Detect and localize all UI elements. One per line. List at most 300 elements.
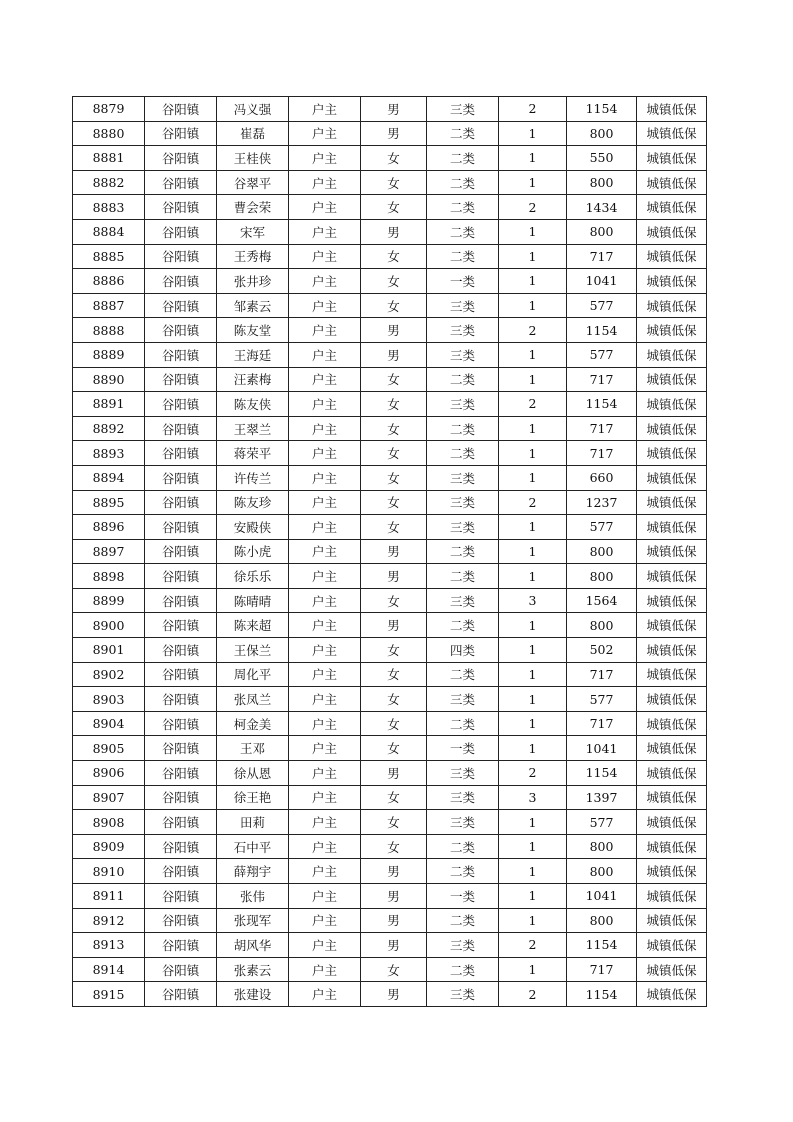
table-row <box>73 416 707 441</box>
relation-cell: 户主 <box>289 121 361 146</box>
amount-cell: 577 <box>567 515 637 540</box>
town-cell: 谷阳镇 <box>145 810 217 835</box>
relation-cell: 户主 <box>289 884 361 909</box>
assistance-type-cell: 城镇低保 <box>637 219 707 244</box>
assistance-type-cell: 城镇低保 <box>637 367 707 392</box>
category-cell: 三类 <box>427 97 499 122</box>
amount-cell: 577 <box>567 687 637 712</box>
household-size-cell: 1 <box>499 244 567 269</box>
relation-cell: 户主 <box>289 342 361 367</box>
table-row <box>73 269 707 294</box>
assistance-type-cell: 城镇低保 <box>637 711 707 736</box>
roster-body <box>73 97 707 1007</box>
table-row <box>73 170 707 195</box>
serial-number-cell: 8911 <box>73 884 145 909</box>
assistance-type-cell: 城镇低保 <box>637 269 707 294</box>
amount-cell: 717 <box>567 367 637 392</box>
amount-cell: 550 <box>567 146 637 171</box>
serial-number-cell: 8895 <box>73 490 145 515</box>
category-cell: 二类 <box>427 662 499 687</box>
serial-number-cell: 8900 <box>73 613 145 638</box>
town-cell: 谷阳镇 <box>145 613 217 638</box>
gender-cell: 女 <box>361 416 427 441</box>
town-cell: 谷阳镇 <box>145 834 217 859</box>
table-row <box>73 367 707 392</box>
name-cell: 张井珍 <box>217 269 289 294</box>
household-size-cell: 2 <box>499 195 567 220</box>
household-size-cell: 2 <box>499 761 567 786</box>
household-size-cell: 1 <box>499 687 567 712</box>
category-cell: 二类 <box>427 416 499 441</box>
serial-number-cell: 8882 <box>73 170 145 195</box>
assistance-type-cell: 城镇低保 <box>637 736 707 761</box>
town-cell: 谷阳镇 <box>145 982 217 1007</box>
assistance-type-cell: 城镇低保 <box>637 195 707 220</box>
name-cell: 曹会荣 <box>217 195 289 220</box>
town-cell: 谷阳镇 <box>145 244 217 269</box>
gender-cell: 女 <box>361 392 427 417</box>
name-cell: 王保兰 <box>217 638 289 663</box>
assistance-type-cell: 城镇低保 <box>637 687 707 712</box>
assistance-type-cell: 城镇低保 <box>637 121 707 146</box>
town-cell: 谷阳镇 <box>145 957 217 982</box>
category-cell: 二类 <box>427 564 499 589</box>
category-cell: 二类 <box>427 957 499 982</box>
amount-cell: 717 <box>567 416 637 441</box>
name-cell: 陈小虎 <box>217 539 289 564</box>
amount-cell: 577 <box>567 293 637 318</box>
relation-cell: 户主 <box>289 392 361 417</box>
name-cell: 徐王艳 <box>217 785 289 810</box>
town-cell: 谷阳镇 <box>145 687 217 712</box>
gender-cell: 男 <box>361 539 427 564</box>
serial-number-cell: 8908 <box>73 810 145 835</box>
amount-cell: 1154 <box>567 318 637 343</box>
amount-cell: 717 <box>567 441 637 466</box>
relation-cell: 户主 <box>289 785 361 810</box>
serial-number-cell: 8909 <box>73 834 145 859</box>
town-cell: 谷阳镇 <box>145 170 217 195</box>
amount-cell: 717 <box>567 244 637 269</box>
town-cell: 谷阳镇 <box>145 293 217 318</box>
name-cell: 薛翔宇 <box>217 859 289 884</box>
assistance-type-cell: 城镇低保 <box>637 293 707 318</box>
name-cell: 张建设 <box>217 982 289 1007</box>
assistance-type-cell: 城镇低保 <box>637 416 707 441</box>
table-row <box>73 318 707 343</box>
category-cell: 三类 <box>427 392 499 417</box>
amount-cell: 660 <box>567 465 637 490</box>
serial-number-cell: 8914 <box>73 957 145 982</box>
name-cell: 冯义强 <box>217 97 289 122</box>
town-cell: 谷阳镇 <box>145 711 217 736</box>
name-cell: 王桂侠 <box>217 146 289 171</box>
gender-cell: 女 <box>361 146 427 171</box>
name-cell: 张素云 <box>217 957 289 982</box>
table-row <box>73 564 707 589</box>
category-cell: 三类 <box>427 490 499 515</box>
serial-number-cell: 8887 <box>73 293 145 318</box>
category-cell: 三类 <box>427 810 499 835</box>
serial-number-cell: 8899 <box>73 588 145 613</box>
gender-cell: 男 <box>361 342 427 367</box>
amount-cell: 577 <box>567 810 637 835</box>
table-row <box>73 515 707 540</box>
household-size-cell: 1 <box>499 539 567 564</box>
assistance-type-cell: 城镇低保 <box>637 933 707 958</box>
table-row <box>73 195 707 220</box>
gender-cell: 男 <box>361 318 427 343</box>
serial-number-cell: 8880 <box>73 121 145 146</box>
serial-number-cell: 8903 <box>73 687 145 712</box>
table-row <box>73 982 707 1007</box>
serial-number-cell: 8890 <box>73 367 145 392</box>
table-row <box>73 539 707 564</box>
serial-number-cell: 8906 <box>73 761 145 786</box>
relation-cell: 户主 <box>289 588 361 613</box>
assistance-type-cell: 城镇低保 <box>637 834 707 859</box>
gender-cell: 女 <box>361 588 427 613</box>
gender-cell: 男 <box>361 859 427 884</box>
gender-cell: 女 <box>361 810 427 835</box>
relation-cell: 户主 <box>289 515 361 540</box>
town-cell: 谷阳镇 <box>145 121 217 146</box>
town-cell: 谷阳镇 <box>145 342 217 367</box>
name-cell: 王海廷 <box>217 342 289 367</box>
assistance-type-cell: 城镇低保 <box>637 810 707 835</box>
gender-cell: 女 <box>361 515 427 540</box>
relation-cell: 户主 <box>289 736 361 761</box>
relation-cell: 户主 <box>289 97 361 122</box>
category-cell: 三类 <box>427 293 499 318</box>
table-row <box>73 638 707 663</box>
assistance-type-cell: 城镇低保 <box>637 539 707 564</box>
household-size-cell: 1 <box>499 441 567 466</box>
gender-cell: 女 <box>361 367 427 392</box>
amount-cell: 1434 <box>567 195 637 220</box>
relation-cell: 户主 <box>289 539 361 564</box>
amount-cell: 1237 <box>567 490 637 515</box>
town-cell: 谷阳镇 <box>145 859 217 884</box>
gender-cell: 男 <box>361 982 427 1007</box>
serial-number-cell: 8891 <box>73 392 145 417</box>
amount-cell: 1041 <box>567 736 637 761</box>
table-row <box>73 711 707 736</box>
assistance-type-cell: 城镇低保 <box>637 318 707 343</box>
assistance-type-cell: 城镇低保 <box>637 908 707 933</box>
household-size-cell: 1 <box>499 121 567 146</box>
household-size-cell: 1 <box>499 367 567 392</box>
town-cell: 谷阳镇 <box>145 515 217 540</box>
household-size-cell: 1 <box>499 564 567 589</box>
assistance-type-cell: 城镇低保 <box>637 146 707 171</box>
amount-cell: 1154 <box>567 392 637 417</box>
gender-cell: 女 <box>361 785 427 810</box>
assistance-type-cell: 城镇低保 <box>637 515 707 540</box>
gender-cell: 女 <box>361 490 427 515</box>
town-cell: 谷阳镇 <box>145 564 217 589</box>
town-cell: 谷阳镇 <box>145 269 217 294</box>
amount-cell: 800 <box>567 219 637 244</box>
table-row <box>73 121 707 146</box>
gender-cell: 男 <box>361 884 427 909</box>
amount-cell: 800 <box>567 564 637 589</box>
category-cell: 一类 <box>427 269 499 294</box>
amount-cell: 717 <box>567 957 637 982</box>
gender-cell: 男 <box>361 933 427 958</box>
assistance-type-cell: 城镇低保 <box>637 761 707 786</box>
household-size-cell: 1 <box>499 736 567 761</box>
category-cell: 二类 <box>427 170 499 195</box>
category-cell: 二类 <box>427 367 499 392</box>
household-size-cell: 1 <box>499 810 567 835</box>
household-size-cell: 1 <box>499 219 567 244</box>
table-row <box>73 97 707 122</box>
amount-cell: 800 <box>567 613 637 638</box>
household-size-cell: 1 <box>499 834 567 859</box>
gender-cell: 男 <box>361 908 427 933</box>
household-size-cell: 1 <box>499 884 567 909</box>
relation-cell: 户主 <box>289 564 361 589</box>
category-cell: 二类 <box>427 195 499 220</box>
category-cell: 二类 <box>427 613 499 638</box>
relation-cell: 户主 <box>289 146 361 171</box>
serial-number-cell: 8889 <box>73 342 145 367</box>
name-cell: 陈友堂 <box>217 318 289 343</box>
name-cell: 徐乐乐 <box>217 564 289 589</box>
assistance-type-cell: 城镇低保 <box>637 342 707 367</box>
name-cell: 周化平 <box>217 662 289 687</box>
household-size-cell: 2 <box>499 318 567 343</box>
table-row <box>73 342 707 367</box>
household-size-cell: 1 <box>499 662 567 687</box>
household-size-cell: 1 <box>499 859 567 884</box>
table-row <box>73 613 707 638</box>
category-cell: 二类 <box>427 219 499 244</box>
town-cell: 谷阳镇 <box>145 736 217 761</box>
table-row <box>73 687 707 712</box>
gender-cell: 男 <box>361 219 427 244</box>
gender-cell: 男 <box>361 121 427 146</box>
town-cell: 谷阳镇 <box>145 761 217 786</box>
table-row <box>73 244 707 269</box>
amount-cell: 717 <box>567 711 637 736</box>
serial-number-cell: 8888 <box>73 318 145 343</box>
town-cell: 谷阳镇 <box>145 884 217 909</box>
category-cell: 二类 <box>427 711 499 736</box>
serial-number-cell: 8885 <box>73 244 145 269</box>
amount-cell: 1397 <box>567 785 637 810</box>
gender-cell: 男 <box>361 97 427 122</box>
table-row <box>73 441 707 466</box>
name-cell: 柯金美 <box>217 711 289 736</box>
town-cell: 谷阳镇 <box>145 662 217 687</box>
table-row <box>73 834 707 859</box>
household-size-cell: 1 <box>499 711 567 736</box>
relation-cell: 户主 <box>289 638 361 663</box>
relation-cell: 户主 <box>289 957 361 982</box>
name-cell: 崔磊 <box>217 121 289 146</box>
amount-cell: 800 <box>567 539 637 564</box>
serial-number-cell: 8892 <box>73 416 145 441</box>
amount-cell: 502 <box>567 638 637 663</box>
town-cell: 谷阳镇 <box>145 416 217 441</box>
relation-cell: 户主 <box>289 613 361 638</box>
table-row <box>73 884 707 909</box>
category-cell: 二类 <box>427 908 499 933</box>
gender-cell: 女 <box>361 736 427 761</box>
name-cell: 许传兰 <box>217 465 289 490</box>
amount-cell: 1154 <box>567 761 637 786</box>
gender-cell: 女 <box>361 441 427 466</box>
assistance-type-cell: 城镇低保 <box>637 785 707 810</box>
town-cell: 谷阳镇 <box>145 908 217 933</box>
relation-cell: 户主 <box>289 933 361 958</box>
category-cell: 三类 <box>427 318 499 343</box>
amount-cell: 1154 <box>567 933 637 958</box>
amount-cell: 800 <box>567 170 637 195</box>
category-cell: 三类 <box>427 465 499 490</box>
serial-number-cell: 8881 <box>73 146 145 171</box>
amount-cell: 800 <box>567 859 637 884</box>
assistance-type-cell: 城镇低保 <box>637 859 707 884</box>
table-row <box>73 588 707 613</box>
table-row <box>73 859 707 884</box>
amount-cell: 1041 <box>567 269 637 294</box>
relation-cell: 户主 <box>289 269 361 294</box>
category-cell: 三类 <box>427 687 499 712</box>
name-cell: 陈友侠 <box>217 392 289 417</box>
household-size-cell: 1 <box>499 613 567 638</box>
town-cell: 谷阳镇 <box>145 539 217 564</box>
name-cell: 徐从恩 <box>217 761 289 786</box>
relation-cell: 户主 <box>289 490 361 515</box>
household-size-cell: 1 <box>499 293 567 318</box>
household-size-cell: 2 <box>499 490 567 515</box>
relation-cell: 户主 <box>289 219 361 244</box>
name-cell: 邹素云 <box>217 293 289 318</box>
name-cell: 张伟 <box>217 884 289 909</box>
relation-cell: 户主 <box>289 662 361 687</box>
table-row <box>73 761 707 786</box>
assistance-type-cell: 城镇低保 <box>637 97 707 122</box>
relation-cell: 户主 <box>289 367 361 392</box>
category-cell: 二类 <box>427 539 499 564</box>
relation-cell: 户主 <box>289 761 361 786</box>
town-cell: 谷阳镇 <box>145 490 217 515</box>
category-cell: 二类 <box>427 441 499 466</box>
serial-number-cell: 8913 <box>73 933 145 958</box>
serial-number-cell: 8904 <box>73 711 145 736</box>
assistance-type-cell: 城镇低保 <box>637 638 707 663</box>
gender-cell: 男 <box>361 761 427 786</box>
category-cell: 二类 <box>427 244 499 269</box>
town-cell: 谷阳镇 <box>145 588 217 613</box>
relation-cell: 户主 <box>289 195 361 220</box>
assistance-type-cell: 城镇低保 <box>637 662 707 687</box>
assistance-type-cell: 城镇低保 <box>637 884 707 909</box>
town-cell: 谷阳镇 <box>145 97 217 122</box>
assistance-type-cell: 城镇低保 <box>637 244 707 269</box>
table-row <box>73 293 707 318</box>
category-cell: 一类 <box>427 736 499 761</box>
gender-cell: 女 <box>361 711 427 736</box>
household-size-cell: 2 <box>499 97 567 122</box>
household-size-cell: 1 <box>499 342 567 367</box>
assistance-type-cell: 城镇低保 <box>637 490 707 515</box>
serial-number-cell: 8879 <box>73 97 145 122</box>
serial-number-cell: 8886 <box>73 269 145 294</box>
town-cell: 谷阳镇 <box>145 785 217 810</box>
serial-number-cell: 8902 <box>73 662 145 687</box>
serial-number-cell: 8907 <box>73 785 145 810</box>
category-cell: 二类 <box>427 834 499 859</box>
relation-cell: 户主 <box>289 687 361 712</box>
household-size-cell: 2 <box>499 392 567 417</box>
town-cell: 谷阳镇 <box>145 195 217 220</box>
household-size-cell: 1 <box>499 416 567 441</box>
town-cell: 谷阳镇 <box>145 219 217 244</box>
table-row <box>73 219 707 244</box>
serial-number-cell: 8894 <box>73 465 145 490</box>
category-cell: 一类 <box>427 884 499 909</box>
table-row <box>73 146 707 171</box>
town-cell: 谷阳镇 <box>145 465 217 490</box>
name-cell: 张凤兰 <box>217 687 289 712</box>
table-row <box>73 490 707 515</box>
household-size-cell: 3 <box>499 588 567 613</box>
gender-cell: 女 <box>361 170 427 195</box>
name-cell: 宋军 <box>217 219 289 244</box>
category-cell: 二类 <box>427 146 499 171</box>
serial-number-cell: 8884 <box>73 219 145 244</box>
roster-table <box>72 96 707 1007</box>
serial-number-cell: 8901 <box>73 638 145 663</box>
relation-cell: 户主 <box>289 834 361 859</box>
town-cell: 谷阳镇 <box>145 441 217 466</box>
town-cell: 谷阳镇 <box>145 146 217 171</box>
assistance-type-cell: 城镇低保 <box>637 564 707 589</box>
name-cell: 陈晴晴 <box>217 588 289 613</box>
name-cell: 胡风华 <box>217 933 289 958</box>
serial-number-cell: 8912 <box>73 908 145 933</box>
gender-cell: 女 <box>361 269 427 294</box>
gender-cell: 男 <box>361 564 427 589</box>
household-size-cell: 1 <box>499 515 567 540</box>
relation-cell: 户主 <box>289 293 361 318</box>
name-cell: 蒋荣平 <box>217 441 289 466</box>
relation-cell: 户主 <box>289 318 361 343</box>
table-row <box>73 810 707 835</box>
household-size-cell: 1 <box>499 908 567 933</box>
name-cell: 谷翠平 <box>217 170 289 195</box>
amount-cell: 1041 <box>567 884 637 909</box>
category-cell: 三类 <box>427 515 499 540</box>
relation-cell: 户主 <box>289 465 361 490</box>
name-cell: 石中平 <box>217 834 289 859</box>
gender-cell: 女 <box>361 638 427 663</box>
serial-number-cell: 8898 <box>73 564 145 589</box>
household-size-cell: 1 <box>499 170 567 195</box>
assistance-type-cell: 城镇低保 <box>637 982 707 1007</box>
household-size-cell: 3 <box>499 785 567 810</box>
serial-number-cell: 8893 <box>73 441 145 466</box>
name-cell: 安殿侠 <box>217 515 289 540</box>
household-size-cell: 2 <box>499 933 567 958</box>
relation-cell: 户主 <box>289 859 361 884</box>
assistance-type-cell: 城镇低保 <box>637 613 707 638</box>
amount-cell: 1564 <box>567 588 637 613</box>
